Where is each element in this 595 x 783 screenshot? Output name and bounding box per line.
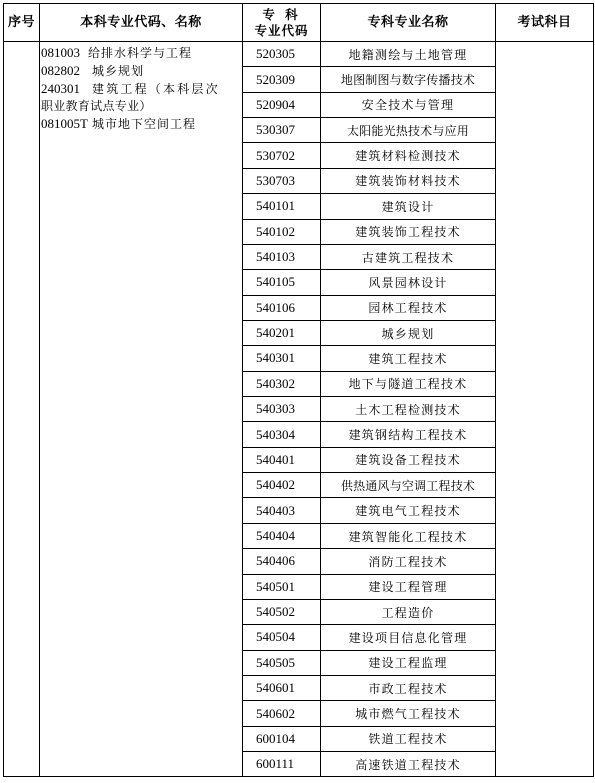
specialty-code: 540302 — [243, 371, 321, 396]
specialty-name: 太阳能光热技术与应用 — [321, 118, 496, 143]
specialty-code: 600111 — [243, 752, 321, 777]
specialty-name: 建筑装饰工程技术 — [321, 219, 496, 244]
specialty-name: 建筑电气工程技术 — [321, 498, 496, 523]
header-code-line1: 专 科 — [262, 6, 301, 22]
specialty-code: 540504 — [243, 625, 321, 650]
specialty-name: 地图制图与数字传播技术 — [321, 67, 496, 92]
specialty-code: 540304 — [243, 422, 321, 447]
specialty-code: 600104 — [243, 726, 321, 751]
header-code — [243, 4, 321, 42]
specialty-code: 540301 — [243, 346, 321, 371]
header-exam: 考试科目 — [496, 4, 594, 42]
undergrad-code: 082802 — [41, 63, 80, 78]
specialty-name: 安全技术与管理 — [321, 92, 496, 117]
specialty-name: 建筑装饰材料技术 — [321, 168, 496, 193]
specialty-name: 建筑材料检测技术 — [321, 143, 496, 168]
specialty-code: 540406 — [243, 549, 321, 574]
undergrad-name: 城市地下空间工程 — [91, 117, 196, 131]
specialty-name: 建筑设备工程技术 — [321, 447, 496, 472]
specialty-name: 工程造价 — [321, 599, 496, 624]
header-name: 专科专业名称 — [321, 4, 496, 42]
specialty-code: 540602 — [243, 701, 321, 726]
undergrad-name: 城乡规划 — [92, 64, 145, 78]
specialty-code: 530702 — [243, 143, 321, 168]
specialty-name: 消防工程技术 — [321, 549, 496, 574]
header-undergrad: 本科专业代码、名称 — [40, 4, 243, 42]
header-seq: 序号 — [4, 4, 40, 42]
specialty-name: 高速铁道工程技术 — [321, 752, 496, 777]
table-row — [4, 42, 594, 67]
undergrad-cell — [40, 42, 243, 777]
undergrad-item — [41, 44, 242, 62]
undergrad-item — [41, 115, 242, 133]
undergrad-item-continuation: 职业教育试点专业） — [41, 99, 152, 113]
specialty-code: 540502 — [243, 599, 321, 624]
undergrad-code: 081003 — [41, 45, 80, 60]
specialty-code: 540401 — [243, 447, 321, 472]
specialty-name: 市政工程技术 — [321, 675, 496, 700]
specialty-code: 540105 — [243, 270, 321, 295]
specialty-code: 540102 — [243, 219, 321, 244]
undergrad-name: 建筑工程（本科层次 — [92, 82, 220, 96]
specialty-code: 540103 — [243, 244, 321, 269]
specialty-code: 520904 — [243, 92, 321, 117]
specialty-code: 520309 — [243, 67, 321, 92]
specialty-name: 土木工程检测技术 — [321, 397, 496, 422]
specialty-name: 铁道工程技术 — [321, 726, 496, 751]
specialty-code: 540106 — [243, 295, 321, 320]
specialty-code: 540402 — [243, 473, 321, 498]
specialty-code: 530307 — [243, 118, 321, 143]
undergrad-item — [41, 62, 242, 80]
specialty-name: 供热通风与空调工程技术 — [321, 473, 496, 498]
undergrad-code: 240301 — [41, 81, 80, 96]
specialty-name: 地籍测绘与土地管理 — [321, 42, 496, 67]
specialty-code: 540404 — [243, 523, 321, 548]
seq-cell — [4, 42, 40, 777]
specialty-name: 建设工程监理 — [321, 650, 496, 675]
specialty-code: 540303 — [243, 397, 321, 422]
undergrad-code: 081005T — [41, 116, 88, 131]
major-table — [3, 3, 594, 777]
specialty-name: 建设工程管理 — [321, 574, 496, 599]
specialty-code: 540101 — [243, 194, 321, 219]
specialty-name: 建筑设计 — [321, 194, 496, 219]
specialty-code: 540403 — [243, 498, 321, 523]
specialty-name: 园林工程技术 — [321, 295, 496, 320]
specialty-name: 建设项目信息化管理 — [321, 625, 496, 650]
specialty-code: 530703 — [243, 168, 321, 193]
specialty-code: 520305 — [243, 42, 321, 67]
header-row — [4, 4, 594, 42]
table-body — [4, 42, 594, 777]
specialty-name: 地下与隧道工程技术 — [321, 371, 496, 396]
table-header — [4, 4, 594, 42]
specialty-name: 建筑工程技术 — [321, 346, 496, 371]
exam-cell — [496, 42, 594, 777]
specialty-code: 540601 — [243, 675, 321, 700]
undergrad-name: 给排水科学与工程 — [88, 46, 193, 60]
specialty-name: 建筑智能化工程技术 — [321, 523, 496, 548]
specialty-code: 540505 — [243, 650, 321, 675]
specialty-code: 540501 — [243, 574, 321, 599]
specialty-name: 建筑钢结构工程技术 — [321, 422, 496, 447]
specialty-name: 古建筑工程技术 — [321, 244, 496, 269]
specialty-name: 风景园林设计 — [321, 270, 496, 295]
specialty-code: 540201 — [243, 320, 321, 345]
undergrad-item — [41, 80, 242, 98]
header-code-line2: 专业代码 — [254, 22, 309, 38]
specialty-name: 城市燃气工程技术 — [321, 701, 496, 726]
specialty-name: 城乡规划 — [321, 320, 496, 345]
